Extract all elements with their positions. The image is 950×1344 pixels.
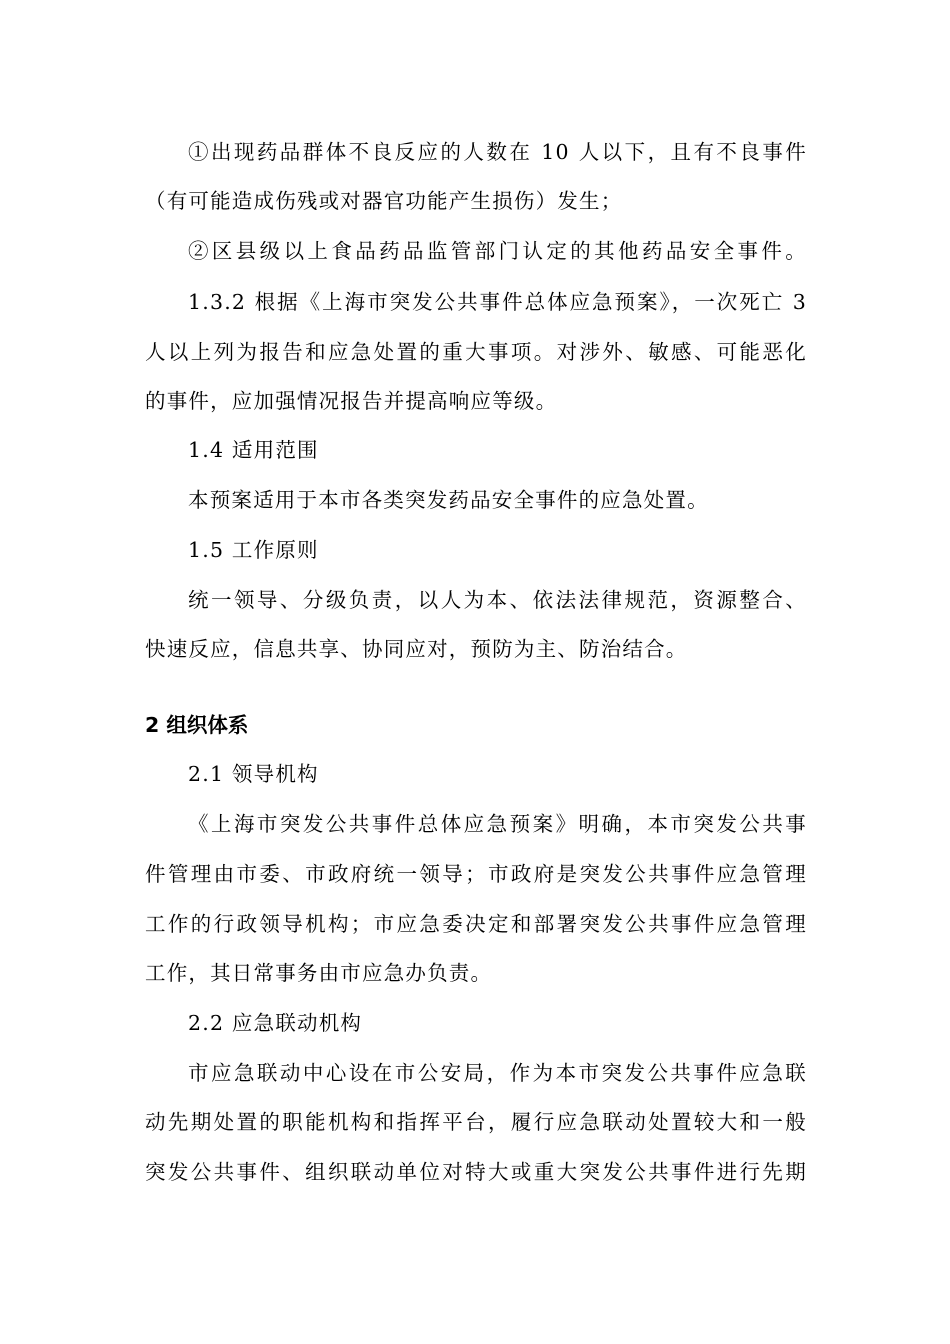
paragraph-line: 的事件，应加强情况报告并提高响应等级。	[145, 389, 558, 413]
paragraph-line: 人以上列为报告和应急处置的重大事项。对涉外、敏感、可能恶化	[145, 340, 807, 364]
subsection-title: 1.5 工作原则	[188, 538, 319, 562]
paragraph-line: 市应急联动中心设在市公安局，作为本市突发公共事件应急联	[188, 1061, 807, 1085]
paragraph-line: 工作的行政领导机构；市应急委决定和部署突发公共事件应急管理	[145, 912, 807, 936]
paragraph-line: 《上海市突发公共事件总体应急预案》明确，本市突发公共事	[188, 812, 807, 836]
paragraph-line: 突发公共事件、组织联动单位对特大或重大突发公共事件进行先期	[145, 1160, 807, 1184]
paragraph-line: 本预案适用于本市各类突发药品安全事件的应急处置。	[188, 488, 709, 512]
paragraph-line: 件管理由市委、市政府统一领导；市政府是突发公共事件应急管理	[145, 862, 807, 886]
paragraph-line: （有可能造成伤残或对器官功能产生损伤）发生；	[145, 189, 623, 213]
subsection-title: 2.2 应急联动机构	[188, 1011, 363, 1035]
section-number-line: 1.3.2 根据《上海市突发公共事件总体应急预案》，一次死亡 3	[188, 290, 807, 314]
paragraph-line: 快速反应，信息共享、协同应对，预防为主、防治结合。	[145, 637, 688, 661]
subsection-title: 1.4 适用范围	[188, 438, 319, 462]
paragraph-line: 工作，其日常事务由市应急办负责。	[145, 961, 493, 985]
section-heading: 2 组织体系	[145, 713, 249, 737]
paragraph-line: ①出现药品群体不良反应的人数在 10 人以下，且有不良事件	[188, 140, 807, 164]
subsection-title: 2.1 领导机构	[188, 762, 319, 786]
paragraph-line: 动先期处置的职能机构和指挥平台，履行应急联动处置较大和一般	[145, 1110, 807, 1134]
paragraph-line: 统一领导、分级负责，以人为本、依法法律规范，资源整合、	[188, 588, 807, 612]
paragraph-line: ②区县级以上食品药品监管部门认定的其他药品安全事件。	[188, 239, 807, 263]
